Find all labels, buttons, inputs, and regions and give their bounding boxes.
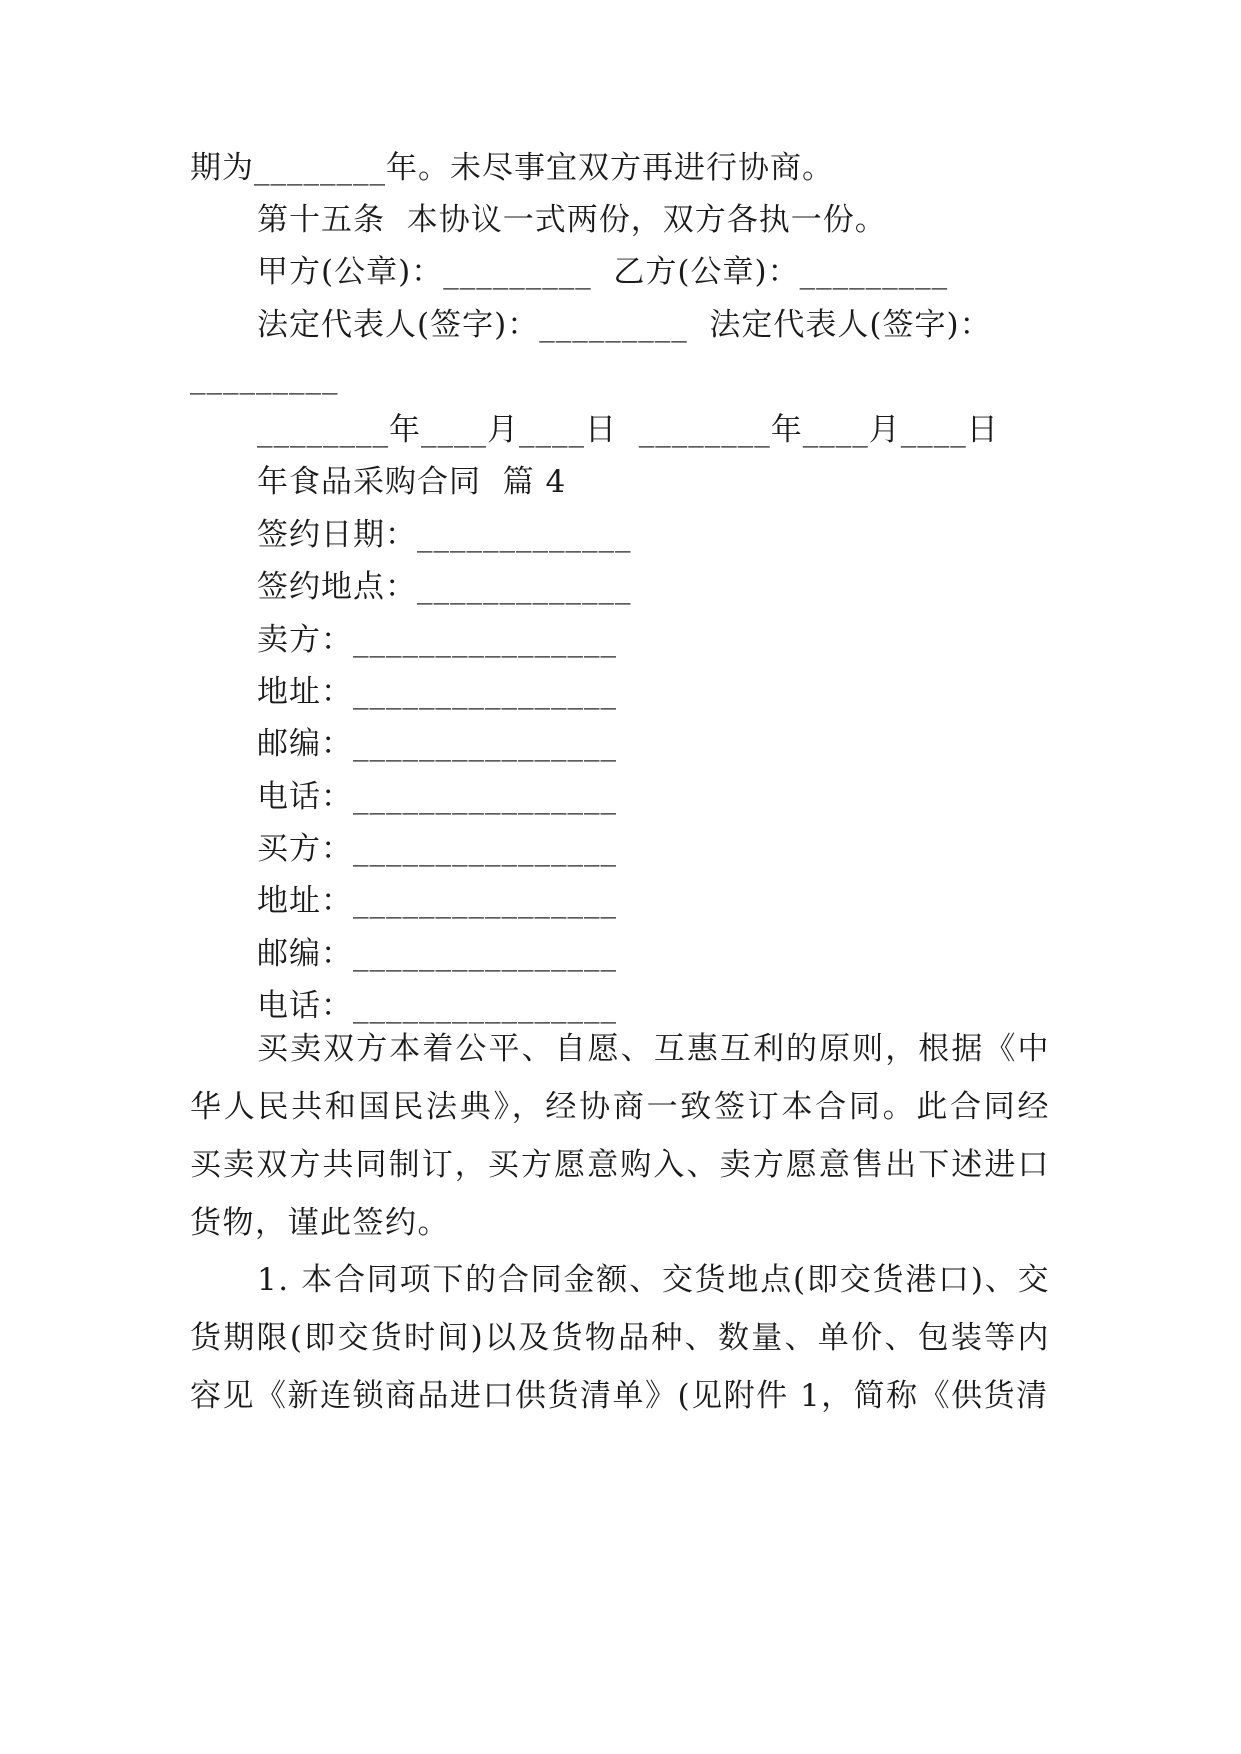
representative-blank: _________ [190,359,339,395]
seal-line: 甲方(公章)：_________ 乙方(公章)：_________ [257,254,949,290]
clause-1-paragraph: 1. 本合同项下的合同金额、交货地点(即交货港口)、交货期限(即交货时间)以及货物品种、数量、单价、包装等内容见《新连锁商品进口供货清单》(见附件 1，简称《供货清 [190,1262,1050,1414]
article-15: 第十五条 本协议一式两份，双方各执一份。 [257,202,887,238]
field-seller-address: 地址：________________ [257,674,617,710]
field-sign-date: 签约日期：_____________ [257,517,632,553]
continuation-line: 期为________年。未尽事宜双方再进行协商。 [190,150,834,186]
field-buyer-phone: 电话：________________ [257,988,617,1024]
section-heading: 年食品采购合同 篇 4 [257,464,567,500]
representative-line: 法定代表人(签字)：_________ 法定代表人(签字)： [257,307,992,343]
field-buyer-postcode: 邮编：________________ [257,936,617,972]
field-sign-place: 签约地点：_____________ [257,569,632,605]
field-seller-phone: 电话：________________ [257,779,617,815]
date-line: ________年____月____日 ________年____月____日 [257,412,999,448]
field-seller: 卖方：________________ [257,622,617,658]
field-buyer-address: 地址：________________ [257,883,617,919]
field-buyer: 买方：________________ [257,831,617,867]
field-seller-postcode: 邮编：________________ [257,726,617,762]
intro-paragraph: 买卖双方本着公平、自愿、互惠互利的原则，根据《中华人民共和国民法典》，经协商一致签订本合同。此合同经买卖双方共同制订，买方愿意购入、卖方愿意售出下述进口货物，谨此签约。 [190,1031,1050,1241]
